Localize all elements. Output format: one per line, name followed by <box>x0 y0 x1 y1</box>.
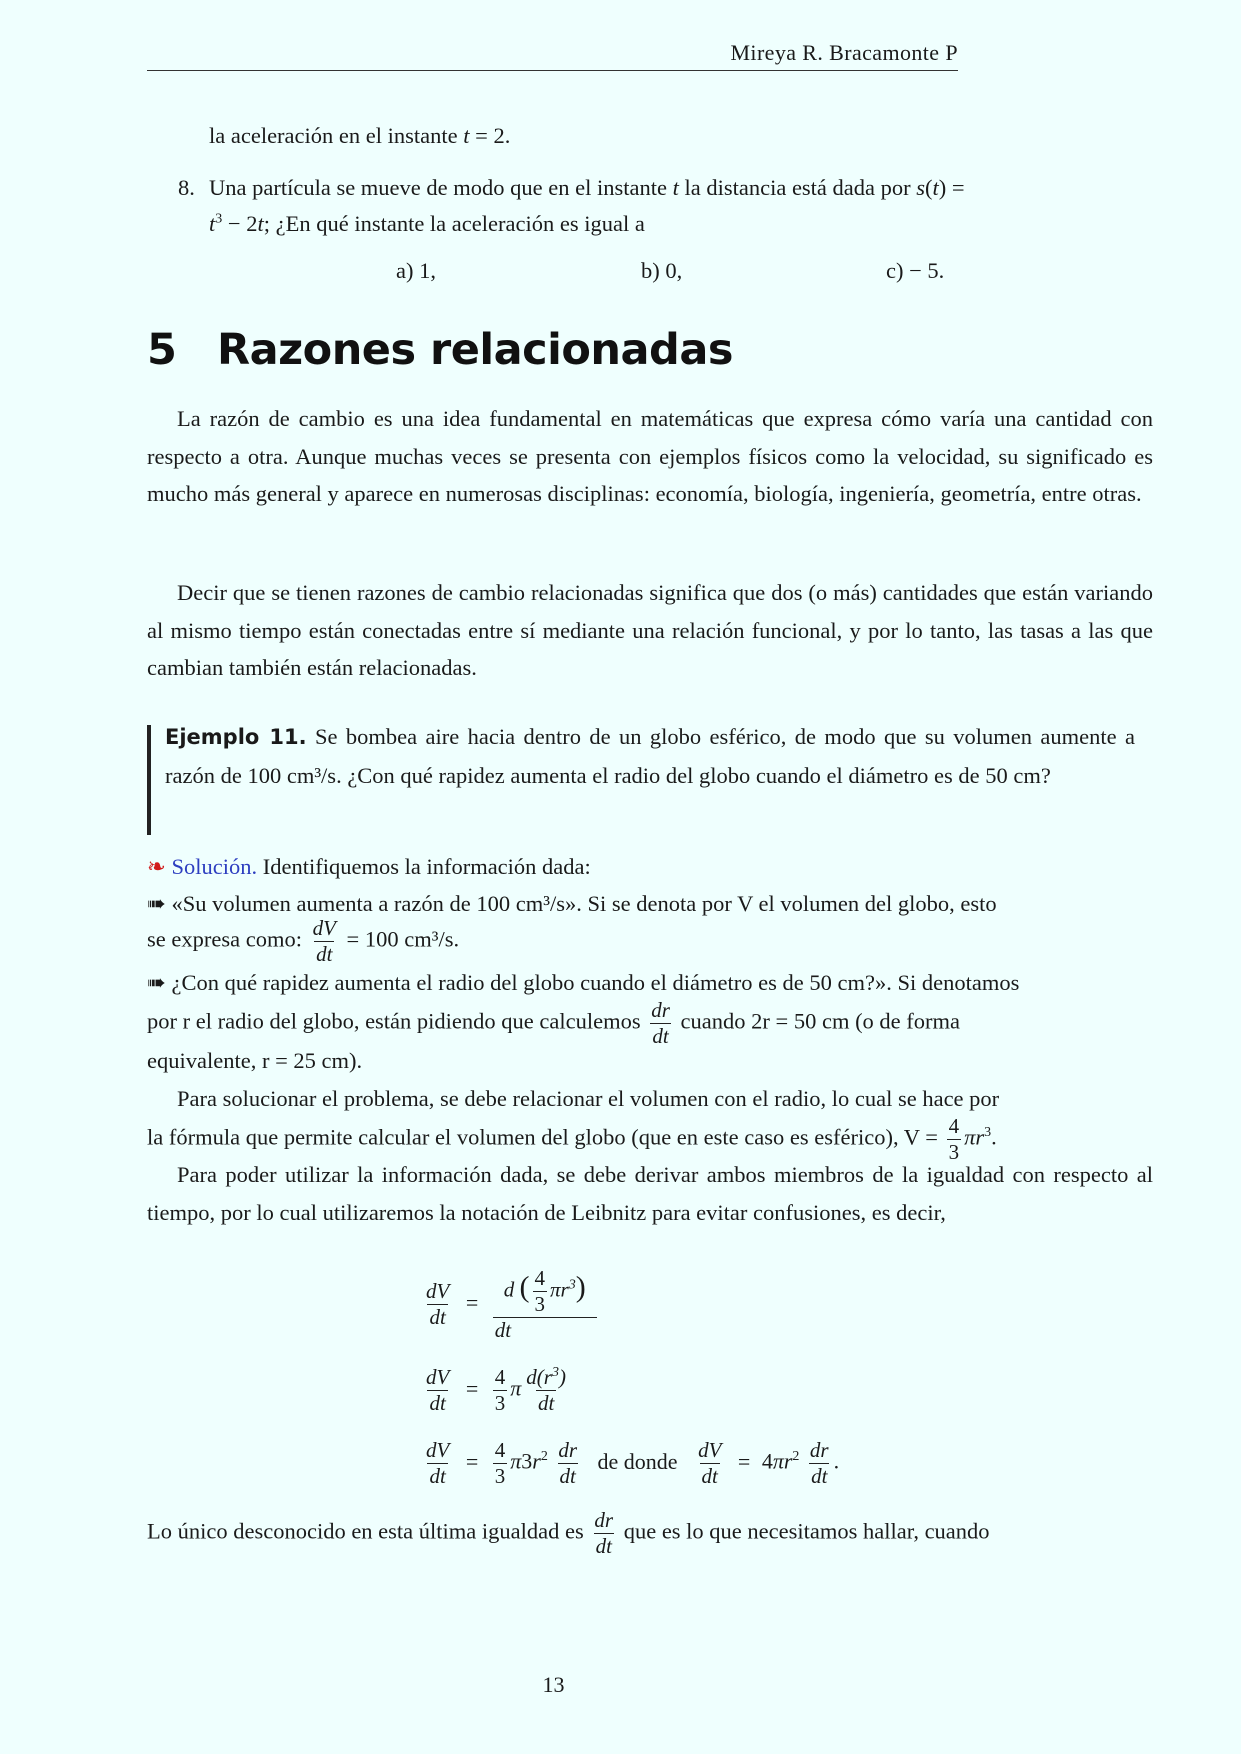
solution-intro: Identifiquemos la información dada: <box>262 854 591 879</box>
example-text: Se bombea aire hacia dentro de un globo esférico, de modo que su volumen aumente a razón de 100 cm³/s. ¿Con qué rapidez aumenta el radio del globo cuando el diámetro es de 50 cm? <box>165 724 1136 788</box>
section-title: Razones relacionadas <box>217 325 733 375</box>
exercise-number: 8. <box>178 175 195 200</box>
paragraph-derive <box>147 1156 1153 1231</box>
solution-link[interactable]: Solución. <box>171 854 258 879</box>
equation-2: $\frac{dV}{dt}$ = $\frac{4}{3}$ π $\frac{d(r^3)}{dt}$ <box>426 1365 566 1415</box>
exercise-8-line1: Una partícula se mueve de modo que en el instante t la distancia está dada por s(t) = <box>209 175 965 200</box>
arrow-icon: ➠ <box>147 970 166 995</box>
example-11 <box>165 718 1135 794</box>
arrow-icon: ➠ <box>147 891 166 916</box>
bullet-2-line2 <box>147 1000 1153 1047</box>
option-a: a) 1, <box>396 258 436 283</box>
paragraph-intro <box>147 400 1153 513</box>
last-line: Lo único desconocido en esta última igualdad es $\frac{dr}{dt}$ que es lo que necesitamos hallar, cuando <box>147 1508 990 1558</box>
exercise-8-line2: $t^3 - 2t$; ¿En qué instante la aceleración es igual a <box>209 211 645 236</box>
prev-line: la aceleración en el instante t = 2. <box>209 123 511 148</box>
bullet-2-tail: cuando 2r = 50 cm (o de forma <box>680 1008 961 1034</box>
paragraph-related-text: Decir que se tienen razones de cambio relacionadas significa que dos (o más) cantidades que están variando al mismo tiempo están conectadas entre sí mediante una relación funcional, y por lo tanto, las tasas a las que cambian también están relacionadas. <box>147 580 1153 680</box>
bullet-1-text: «Su volumen aumenta a razón de 100 cm³/s». Si se denota por V el volumen del globo, esto <box>171 891 997 916</box>
para4-text: Para poder utilizar la información dada, se debe derivar ambos miembros de la igualdad con respecto al tiempo, por lo cual utilizaremos la notación de Leibnitz para evitar confusiones, es decir, <box>147 1162 1153 1225</box>
example-bar <box>147 725 151 835</box>
option-b: b) 0, <box>641 258 683 283</box>
page-number: 13 <box>542 1672 565 1697</box>
para3-a: Para solucionar el problema, se debe relacionar el volumen con el radio, lo cual se hace por <box>177 1086 1000 1111</box>
bullet-1-value: = 100 cm³/s. <box>346 926 460 952</box>
paragraph-intro-text: La razón de cambio es una idea fundamental en matemáticas que expresa cómo varía una cantidad con respecto a otra. Aunque muchas veces se presenta con ejemplos físicos como la velocidad, su significado es mucho más general y aparece en numerosas disciplinas: economía, biología, ingeniería, geometría, entre otras. <box>147 406 1153 506</box>
header-rule <box>147 70 958 71</box>
bullet-2-lead: por r el radio del globo, están pidiendo que calculemos <box>147 1008 641 1034</box>
paragraph-formula-b: la fórmula que permite calcular el volumen del globo (que en este caso es esférico), V = $\frac{4}{3}$ $\pi r^3$. <box>147 1114 997 1164</box>
paragraph-formula-a <box>147 1080 1153 1118</box>
bullet-2-text: ¿Con qué rapidez aumenta el radio del globo cuando el diámetro es de 50 cm?». Si denotamos <box>171 970 1020 995</box>
last-b: que es lo que necesitamos hallar, cuando <box>623 1518 990 1544</box>
bullet-1 <box>147 885 1153 923</box>
last-a: Lo único desconocido en esta última igualdad es <box>147 1518 584 1544</box>
dV-dt-fraction: $\frac{dV}{dt}$ <box>312 916 336 966</box>
header-author: Mireya R. Bracamonte P <box>730 40 958 65</box>
section-heading <box>147 325 733 375</box>
equation-3: $\frac{dV}{dt}$ = $\frac{4}{3}$ $\pi 3r^2$ $\frac{dr}{dt}$ de donde $\frac{dV}{dt}$ = $4\pi r^2$ $\frac{dr}{dt}$ . <box>426 1438 840 1488</box>
four-thirds-fraction: $\frac{4}{3}$ <box>948 1114 960 1164</box>
bullet-1-eq <box>147 918 459 965</box>
option-c: c) − 5. <box>886 258 945 283</box>
solution-heading <box>147 848 591 886</box>
dr-dt-fraction: $\frac{dr}{dt}$ <box>651 998 670 1048</box>
section-number: 5 <box>147 325 177 375</box>
example-label: Ejemplo 11. <box>165 725 307 749</box>
fleuron-icon: ❧ <box>147 854 166 879</box>
equation-1: $\frac{dV}{dt}$ = d ( $\frac{4}{3}$ $\pi r^3$) dt <box>421 1268 600 1341</box>
bullet-2 <box>147 964 1153 1002</box>
paragraph-related <box>147 574 1153 687</box>
bullet-1-lead: se expresa como: <box>147 926 302 952</box>
para3-b: la fórmula que permite calcular el volumen del globo (que en este caso es esférico), V = <box>147 1124 938 1150</box>
bullet-2-line3: equivalente, r = 25 cm). <box>147 1048 363 1073</box>
de-donde: de donde <box>597 1448 678 1474</box>
